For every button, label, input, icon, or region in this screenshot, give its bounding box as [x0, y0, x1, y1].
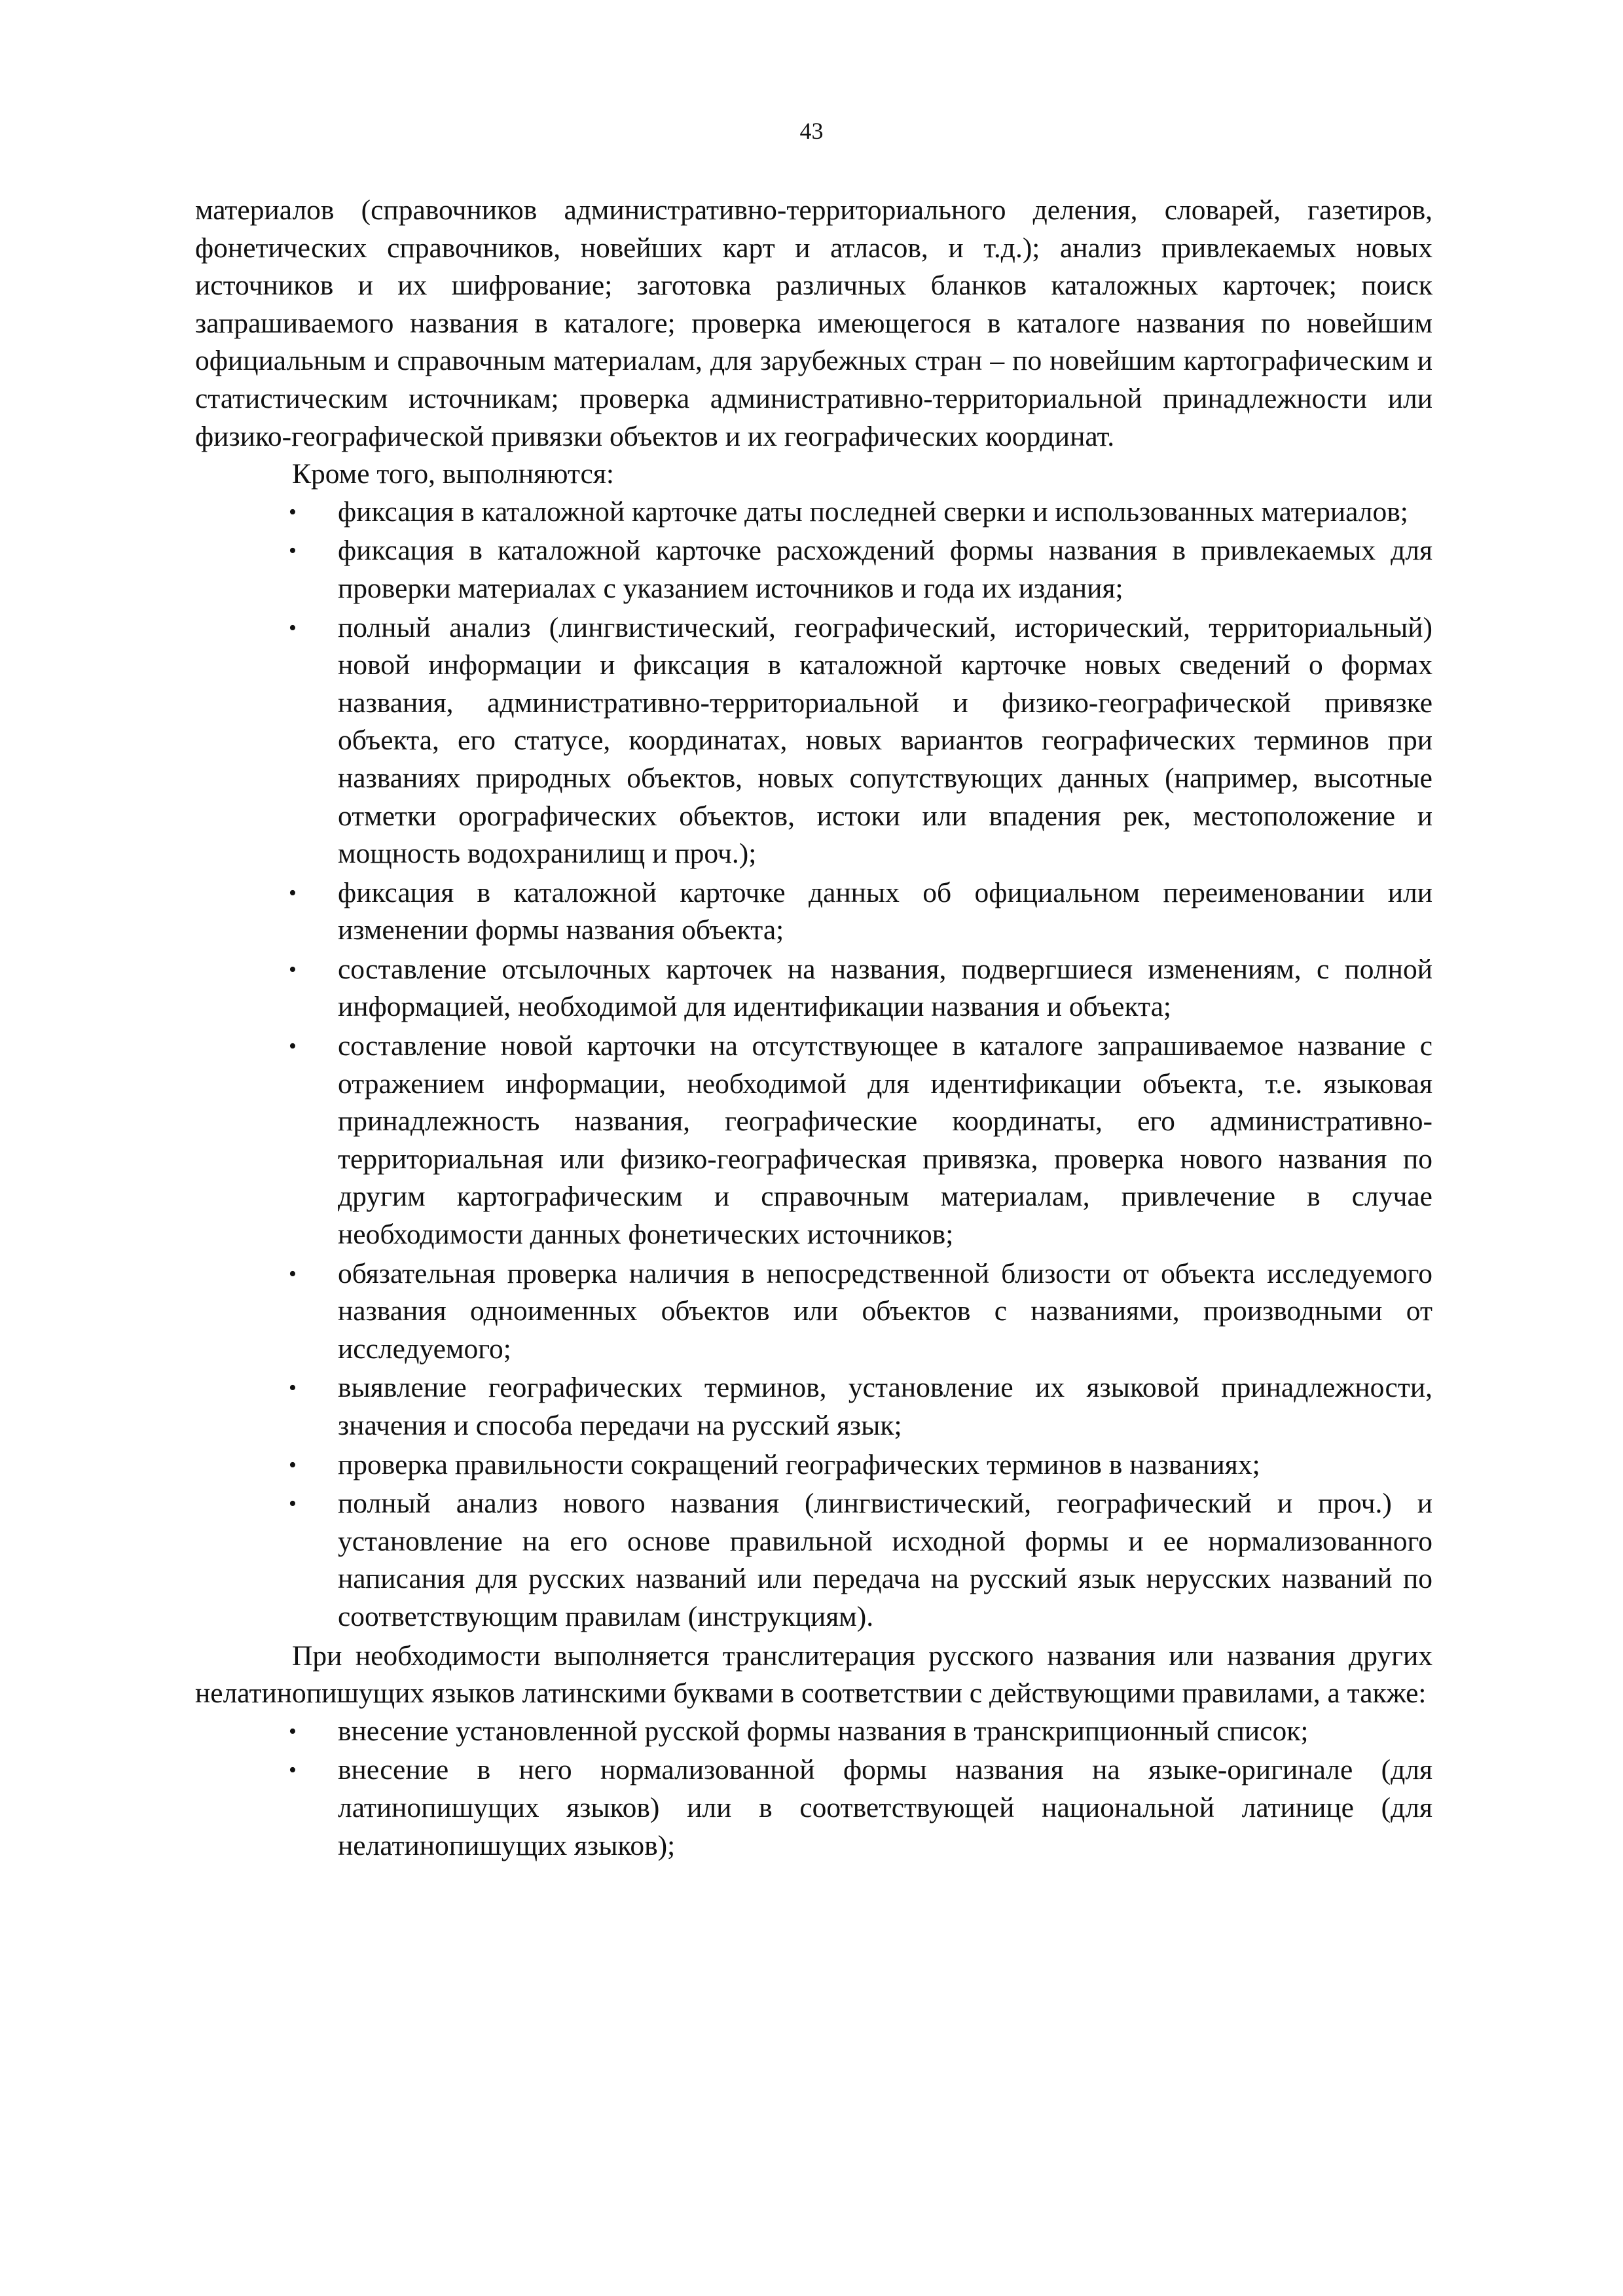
bullet-list-2	[195, 1713, 1432, 1865]
list-item: • проверка правильности сокращений географических терминов в названиях;	[338, 1446, 1432, 1484]
list-item: • фиксация в каталожной карточке данных об официальном переименовании или изменении формы названия объекта;	[338, 874, 1432, 950]
list-item: • внесение установленной русской формы названия в транскрипционный список;	[338, 1713, 1432, 1751]
bullet-icon: •	[289, 1261, 297, 1286]
list-item: • фиксация в каталожной карточке расхождений формы названия в привлекаемых для проверки материалах с указанием источников и года их издания;	[338, 532, 1432, 607]
list-item: • выявление географических терминов, установление их языковой принадлежности, значения и способа передачи на русский язык;	[338, 1369, 1432, 1444]
bullet-icon: •	[289, 615, 297, 640]
lead-paragraph-1: Кроме того, выполняются:	[292, 458, 614, 490]
list-item: • обязательная проверка наличия в непосредственной близости от объекта исследуемого названия одноименных объектов или объектов с названиями, производными от исследуемого;	[338, 1255, 1432, 1369]
list-item: • внесение в него нормализованной формы названия на языке-оригинале (для латинопишущих языков) или в соответствующей национальной латинице (для нелатинопишущих языков);	[338, 1751, 1432, 1865]
bullet-icon: •	[289, 1034, 297, 1059]
list-item: • составление отсылочных карточек на названия, подвергшиеся изменениям, с полной информацией, необходимой для идентификации названия и объекта;	[338, 951, 1432, 1026]
list-item: • полный анализ нового названия (лингвистический, географический и проч.) и установление на его основе правильной исходной формы и ее нормализованного написания для русских названий или передача на русский язык нерусских названий по соответствующим правилам (инструкциям).	[338, 1485, 1432, 1636]
bullet-list-1	[195, 493, 1432, 1636]
lead-paragraph-2: При необходимости выполняется транслитерация русского названия или названия других нелатинопишущих языков латинскими буквами в соответствии с действующими правилами, а также:	[195, 1640, 1432, 1710]
list-item: • фиксация в каталожной карточке даты последней сверки и использованных материалов;	[338, 493, 1432, 531]
intro-paragraph: материалов (справочников административно-территориального деления, словарей, газетиров, фонетических справочников, новейших карт и атласов, и т.д.); анализ привлекаемых новых источников и их шифрование; заготовка различных бланков каталожных карточек; поиск запрашиваемого названия в каталоге; проверка имеющегося в каталоге названия по новейшим официальным и справочным материалам, для зарубежных стран – по новейшим картографическим и статистическим источникам; проверка административно-территориальной принадлежности или физико-географической привязки объектов и их географических координат.	[195, 194, 1432, 452]
bullet-icon: •	[289, 539, 297, 564]
bullet-icon: •	[289, 880, 297, 905]
page-body	[195, 192, 1432, 1866]
bullet-icon: •	[289, 1376, 297, 1401]
bullet-icon: •	[289, 499, 297, 524]
page-number: 43	[799, 118, 824, 144]
bullet-icon: •	[289, 957, 297, 982]
list-item: • составление новой карточки на отсутствующее в каталоге запрашиваемое название с отражением информации, необходимой для идентификации объекта, т.е. языковая принадлежность названия, географические координаты, его административно-территориальная или физико-географическая привязка, проверка нового названия по другим картографическим и справочным материалам, привлечение в случае необходимости данных фонетических источников;	[338, 1028, 1432, 1254]
bullet-icon: •	[289, 1452, 297, 1477]
bullet-icon: •	[289, 1492, 297, 1516]
bullet-icon: •	[289, 1719, 297, 1744]
bullet-icon: •	[289, 1758, 297, 1783]
list-item: • полный анализ (лингвистический, географический, исторический, территориальный) новой информации и фиксация в каталожной карточке новых сведений о формах названия, административно-территориальной и физико-географической привязке объекта, его статусе, координатах, новых вариантов географических терминов при названиях природных объектов, новых сопутствующих данных (например, высотные отметки орографических объектов, истоки или впадения рек, местоположение и мощность водохранилищ и проч.);	[338, 609, 1432, 873]
